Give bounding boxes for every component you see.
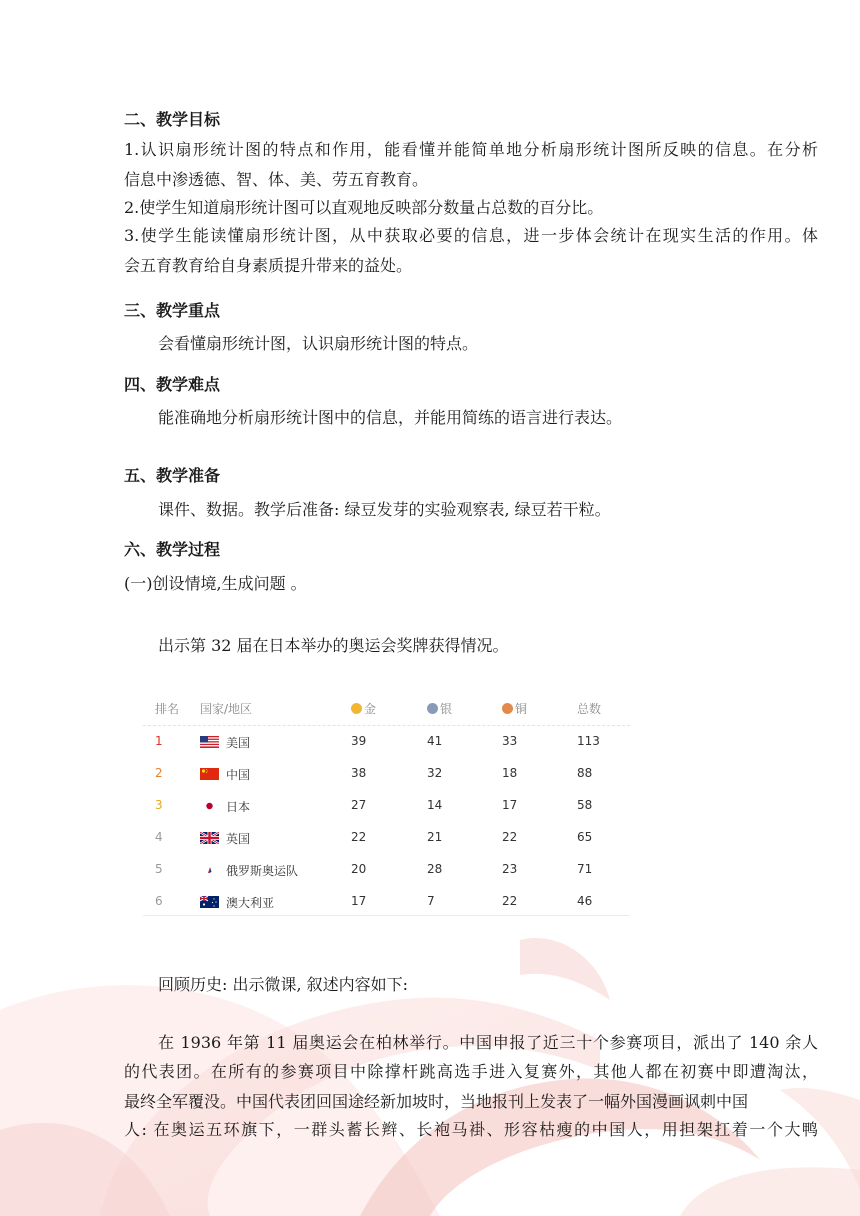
section-heading-key-points: 三、教学重点	[124, 301, 221, 320]
total-cell: 113	[577, 734, 600, 748]
objectives-line-3: 2.使学生知道扇形统计图可以直观地反映部分数量占总数的百分比。	[124, 198, 604, 217]
country-cell: 澳大利亚	[226, 896, 275, 910]
table-row	[143, 854, 630, 886]
bronze-cell: 22	[502, 894, 518, 908]
total-cell: 65	[577, 830, 593, 844]
gold-cell: 22	[351, 830, 367, 844]
total-cell: 88	[577, 766, 593, 780]
silver-cell: 41	[427, 734, 443, 748]
gold-cell: 38	[351, 766, 367, 780]
silver-cell: 32	[427, 766, 443, 780]
table-row	[143, 790, 630, 822]
objectives-line-1: 1.认识扇形统计图的特点和作用，能看懂并能简单地分析扇形统计图所反映的信息。在分析	[124, 140, 818, 159]
silver-cell: 28	[427, 862, 443, 876]
process-subheading: (一)创设情境,生成问题 。	[124, 574, 307, 593]
header-bronze: 铜	[502, 700, 527, 717]
gold-cell: 17	[351, 894, 367, 908]
header-total: 总数	[577, 702, 602, 716]
country-cell: 日本	[226, 800, 251, 814]
bronze-cell: 22	[502, 830, 518, 844]
silver-cell: 7	[427, 894, 435, 908]
uk-flag-icon	[200, 832, 219, 844]
rank-cell: 1	[155, 734, 163, 748]
total-cell: 71	[577, 862, 593, 876]
objectives-line-2: 信息中渗透德、智、体、美、劳五育教育。	[124, 170, 429, 189]
roc-flag-icon	[200, 864, 219, 876]
bronze-cell: 23	[502, 862, 518, 876]
bronze-medal-icon	[502, 703, 513, 714]
total-cell: 46	[577, 894, 593, 908]
difficulties-text: 能准确地分析扇形统计图中的信息，并能用简练的语言进行表达。	[158, 408, 623, 427]
gold-medal-icon	[351, 703, 362, 714]
total-cell: 58	[577, 798, 593, 812]
header-rank: 排名	[155, 702, 180, 716]
rank-cell: 4	[155, 830, 163, 844]
section-heading-preparation: 五、教学准备	[124, 466, 221, 485]
silver-cell: 14	[427, 798, 443, 812]
section-heading-objectives: 二、教学目标	[124, 110, 221, 129]
table-row	[143, 726, 630, 758]
medal-table	[143, 690, 630, 916]
bronze-cell: 33	[502, 734, 518, 748]
rank-cell: 5	[155, 862, 163, 876]
us-flag-icon	[200, 736, 219, 748]
table-bottom-border	[143, 915, 630, 916]
country-cell: 中国	[226, 768, 251, 782]
australia-flag-icon	[200, 896, 219, 908]
gold-cell: 27	[351, 798, 367, 812]
silver-medal-icon	[427, 703, 438, 714]
country-cell: 英国	[226, 832, 251, 846]
header-country: 国家/地区	[200, 702, 253, 716]
objectives-line-5: 会五育教育给自身素质提升带来的益处。	[124, 256, 413, 275]
history-line-2: 的代表团。在所有的参赛项目中除撑杆跳高选手进入复赛外，其他人都在初赛中即遭淘汰，	[124, 1062, 818, 1081]
table-row	[143, 822, 630, 854]
rank-cell: 2	[155, 766, 163, 780]
header-gold: 金	[351, 700, 376, 717]
header-silver: 银	[427, 700, 452, 717]
gold-cell: 20	[351, 862, 367, 876]
country-cell: 俄罗斯奥运队	[226, 864, 299, 878]
japan-flag-icon	[200, 800, 219, 812]
preparation-text: 课件、数据。教学后准备: 绿豆发芽的实验观察表, 绿豆若干粒。	[158, 500, 611, 519]
medal-table-header	[143, 690, 630, 726]
bronze-cell: 17	[502, 798, 518, 812]
table-row	[143, 758, 630, 790]
table-row	[143, 886, 630, 918]
medal-intro-text: 出示第 32 届在日本举办的奥运会奖牌获得情况。	[158, 636, 509, 655]
silver-cell: 21	[427, 830, 443, 844]
key-points-text: 会看懂扇形统计图，认识扇形统计图的特点。	[158, 334, 479, 353]
gold-cell: 39	[351, 734, 367, 748]
history-line-3: 最终全军覆没。中国代表团回国途经新加坡时，当地报刊上发表了一幅外国漫画讽刺中国	[124, 1092, 749, 1111]
objectives-line-4: 3.使学生能读懂扇形统计图，从中获取必要的信息，进一步体会统计在现实生活的作用。体	[124, 226, 818, 245]
history-line-1: 在 1936 年第 11 届奥运会在柏林举行。中国申报了近三十个参赛项目，派出了 140 余人	[158, 1033, 818, 1052]
history-intro: 回顾历史: 出示微课, 叙述内容如下:	[158, 975, 409, 994]
section-heading-process: 六、教学过程	[124, 540, 221, 559]
china-flag-icon	[200, 768, 219, 780]
rank-cell: 6	[155, 894, 163, 908]
history-line-4: 人: 在奥运五环旗下，一群头蓄长辫、长袍马褂、形容枯瘦的中国人，用担架扛着一个大鸭	[124, 1120, 818, 1139]
bronze-cell: 18	[502, 766, 518, 780]
section-heading-difficulties: 四、教学难点	[124, 375, 221, 394]
rank-cell: 3	[155, 798, 163, 812]
country-cell: 美国	[226, 736, 251, 750]
